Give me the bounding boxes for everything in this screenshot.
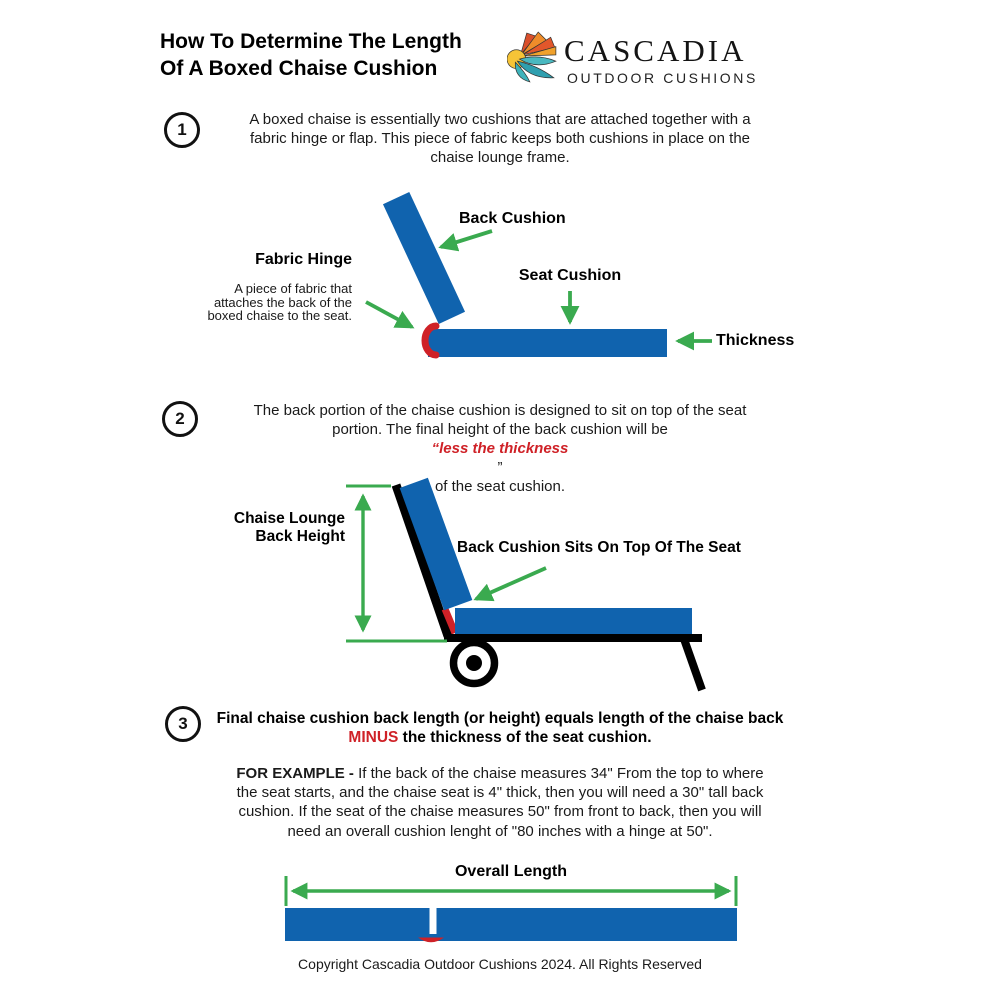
- thickness-label: Thickness: [716, 332, 795, 349]
- step2-line2: [175, 420, 825, 477]
- page-title-line2: Of A Boxed Chaise Cushion: [160, 57, 438, 80]
- diagram-chaise-lounge: [346, 478, 702, 690]
- step2-line2-quote: ”: [497, 459, 503, 476]
- example-line2: the seat starts, and the chaise seat is 4" thick, then you will need a 30" tall back: [236, 784, 764, 802]
- fabric-hinge-arrow: [366, 302, 412, 327]
- step2-line2-black: portion. The final height of the back cushion will be: [332, 421, 668, 438]
- step3-minus-word: MINUS: [348, 729, 399, 746]
- chaise-leg: [684, 639, 702, 690]
- diagram-overall-length: [285, 876, 737, 942]
- step3-line2-rest: the thickness of the seat cushion.: [398, 729, 652, 746]
- back-cushion-shape: [383, 192, 465, 324]
- seat-cushion-side: [455, 608, 692, 636]
- fabric-hinge-label: Fabric Hinge: [255, 251, 352, 268]
- full-cushion-bar: [285, 908, 737, 941]
- fabric-hinge-block: [202, 251, 352, 323]
- chaise-wheel-hub: [466, 655, 482, 671]
- step1-number: 1: [177, 120, 187, 139]
- step1-text: [180, 110, 820, 167]
- step2-line1: The back portion of the chaise cushion is designed to sit on top of the seat: [253, 402, 747, 419]
- example-paragraph: [170, 764, 830, 841]
- back-height-label: [195, 510, 345, 546]
- fabric-hinge-desc-line3: boxed chaise to the seat.: [207, 308, 352, 324]
- example-bold-prefix: FOR EXAMPLE -: [236, 765, 359, 782]
- step1-line2: fabric hinge or flap. This piece of fabric keeps both cushions in place on the: [249, 130, 751, 147]
- seat-cushion-shape: [428, 329, 667, 357]
- step2-text: [175, 401, 825, 496]
- example-line1: [170, 764, 830, 783]
- fabric-hinge-description: [202, 282, 352, 323]
- example-line1-rest: If the back of the chaise measures 34" From the top to where: [358, 765, 764, 782]
- overall-length-label: Overall Length: [454, 863, 568, 880]
- example-line3: cushion. If the seat of the chaise measures 50" from front to back, then you will: [238, 803, 762, 821]
- logo-tagline: OUTDOOR CUSHIONS: [567, 70, 758, 86]
- back-height-label-line1: Chaise Lounge: [233, 510, 345, 527]
- page-title: [160, 28, 462, 82]
- cascadia-logo-icon: [507, 31, 559, 83]
- step3-line2: [180, 728, 820, 747]
- step3-line1: Final chaise cushion back length (or height) equals length of the chaise back: [216, 710, 784, 727]
- fabric-hinge-desc-line1: A piece of fabric that: [234, 281, 352, 296]
- seat-cushion-label: Seat Cushion: [518, 267, 622, 284]
- back-cushion-label: Back Cushion: [459, 210, 566, 227]
- back-sits-label: Back Cushion Sits On Top Of The Seat: [457, 539, 741, 556]
- step3-number: 3: [178, 714, 188, 733]
- step2-number: 2: [175, 409, 185, 428]
- hinge-gap: [430, 908, 437, 934]
- logo-wordmark: CASCADIA: [564, 33, 747, 68]
- copyright-text: Copyright Cascadia Outdoor Cushions 2024. All Rights Reserved: [298, 956, 702, 972]
- back-sits-arrow: [476, 568, 546, 599]
- step1-line3: chaise lounge frame.: [430, 149, 570, 166]
- example-line4: need an overall cushion lenght of "80 inches with a hinge at 50".: [287, 822, 713, 840]
- step2-line2-red: “less the thickness: [431, 440, 569, 457]
- page-title-line1: How To Determine The Length: [160, 30, 462, 53]
- step1-line1: A boxed chaise is essentially two cushions that are attached together with a: [249, 111, 751, 128]
- back-height-label-line2: Back Height: [255, 528, 345, 545]
- hinge-mark: [418, 938, 444, 943]
- fabric-hinge-desc-line2: attaches the back of the: [213, 294, 352, 310]
- step3-heading: [180, 709, 820, 747]
- back-cushion-arrow: [441, 231, 492, 247]
- step2-line3: of the seat cushion.: [434, 478, 566, 495]
